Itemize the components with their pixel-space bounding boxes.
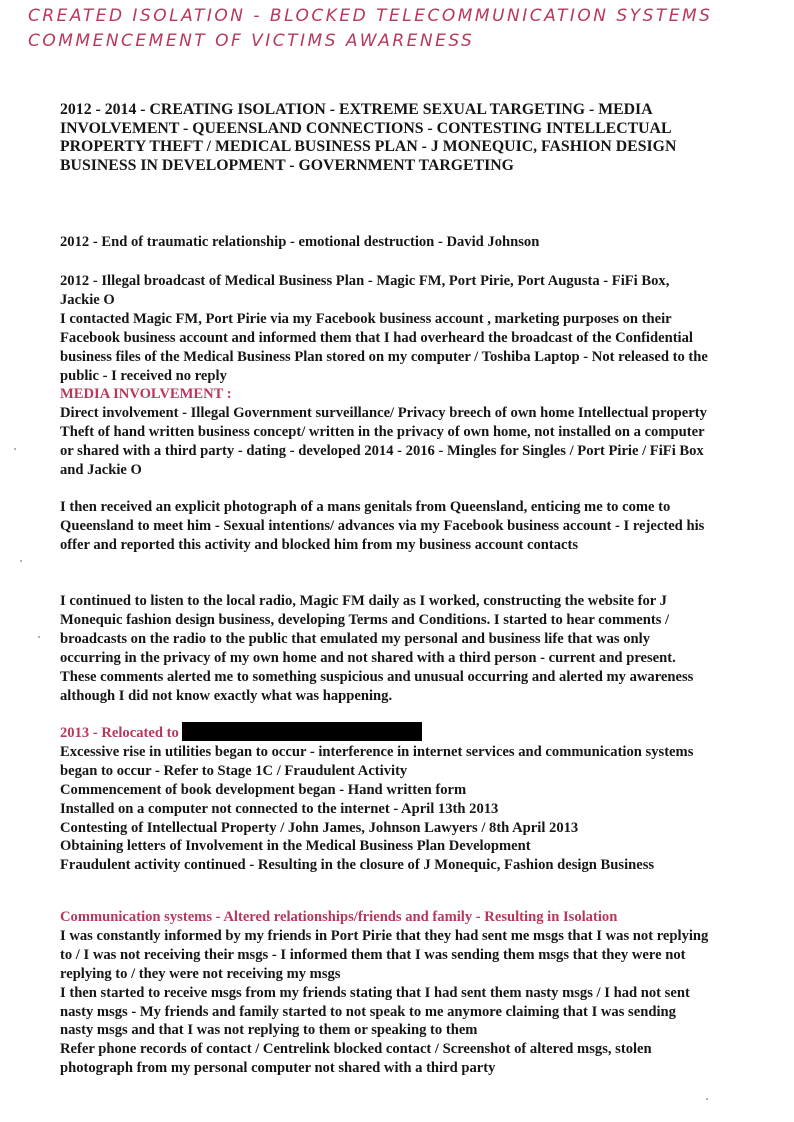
entry-queensland: I then received an explicit photograph of a mans genitals from Queensland, enticing me to come to Queensland to meet him - Sexual intentions/ advances via my Facebook business account - I rejected his offer and reported this activity and blocked him from my business account contacts [60, 499, 705, 553]
handwritten-note-line-1: CREATED ISOLATION - BLOCKED TELECOMMUNICATION SYSTEMS [28, 6, 713, 26]
broadcast-body: I contacted Magic FM, Port Pirie via my Facebook business account , marketing purposes on their Facebook business account and informed them that I had overheard the broadcast of the Confidential business files of the Medical Business Plan stored on my computer / Toshiba Laptop - Not released to the public - I received no reply [60, 310, 708, 384]
scan-speck [14, 448, 16, 450]
broadcast-title: 2012 - Illegal broadcast of Medical Business Plan - Magic FM, Port Pirie, Port Augusta - FiFi Box, Jackie O [60, 273, 670, 308]
scan-speck [20, 560, 22, 562]
entry-radio: I continued to listen to the local radio, Magic FM daily as I worked, constructing the website for J Monequic fashion design business, developing Terms and Conditions. I started to hear comments / broadcasts on the radio to the public that emulated my personal and business life that was only occurring in the privacy of my own home and not shared with a third person - current and present. These comments alerted me to something suspicious and unusual occurring and alerted my awareness although I did not know exactly what was happening. [60, 593, 694, 704]
relocated-line: Contesting of Intellectual Property / John James, Johnson Lawyers / 8th April 2013 [60, 819, 579, 836]
media-involvement-body: Direct involvement - Illegal Government surveillance/ Privacy breech of own home Intellectual property Theft of hand written business concept/ written in the privacy of own home, not installed on a computer or shared with a third party - dating - developed 2014 - 2016 - Mingles for Singles / Port Pirie / FiFi Box and Jackie O [60, 405, 707, 479]
communication-label: Communication systems - Altered relationships/friends and family - Resulting in Isolation [60, 909, 618, 925]
relocated-label: 2013 - Relocated to [60, 725, 179, 741]
scan-speck [38, 636, 40, 638]
relocated-line: Obtaining letters of Involvement in the Medical Business Plan Development [60, 838, 531, 855]
relocated-line: Commencement of book development began - Hand written form [60, 781, 467, 798]
relocated-line: Excessive rise in utilities began to occur - interference in internet services and communication systems began to occur - Refer to Stage 1C / Fraudulent Activity [60, 743, 694, 779]
entry-relationship: 2012 - End of traumatic relationship - emotional destruction - David Johnson [60, 234, 540, 250]
communication-line: Refer phone records of contact / Centrelink blocked contact / Screenshot of altered msgs, stolen photograph from my personal computer not shared with a third party [60, 1041, 652, 1077]
entry-broadcast [60, 272, 710, 480]
scan-speck [706, 1098, 708, 1100]
communication-line: I was constantly informed by my friends in Port Pirie that they had sent me msgs that I was not replying to / I was not receiving their msgs - I informed them that I was sending them msgs that they were not replying to / they were not receiving my msgs [60, 927, 709, 982]
entry-relocated [60, 722, 710, 875]
relocated-line: Fraudulent activity continued - Resulting in the closure of J Monequic, Fashion design Business [60, 857, 655, 874]
handwritten-note-line-2: COMMENCEMENT OF VICTIMS AWARENESS [28, 31, 475, 51]
entry-communication [60, 908, 710, 1078]
media-involvement-label: MEDIA INVOLVEMENT : [60, 386, 232, 403]
relocated-line: Installed on a computer not connected to the internet - April 13th 2013 [60, 800, 499, 817]
redaction-bar [182, 722, 422, 741]
section-heading: 2012 - 2014 - CREATING ISOLATION - EXTREME SEXUAL TARGETING - MEDIA INVOLVEMENT - QUEENSLAND CONNECTIONS - CONTESTING INTELLECTUAL PROPERTY THEFT / MEDICAL BUSINESS PLAN - J MONEQUIC, FASHION DESIGN BUSINESS IN DEVELOPMENT - GOVERNMENT TARGETING [60, 101, 677, 174]
communication-line: I then started to receive msgs from my friends stating that I had sent them nasty msgs / I had not sent nasty msgs - My friends and family started to not speak to me anymore claiming that I was sending nasty msgs and that I was not replying to them or speaking to them [60, 984, 690, 1039]
